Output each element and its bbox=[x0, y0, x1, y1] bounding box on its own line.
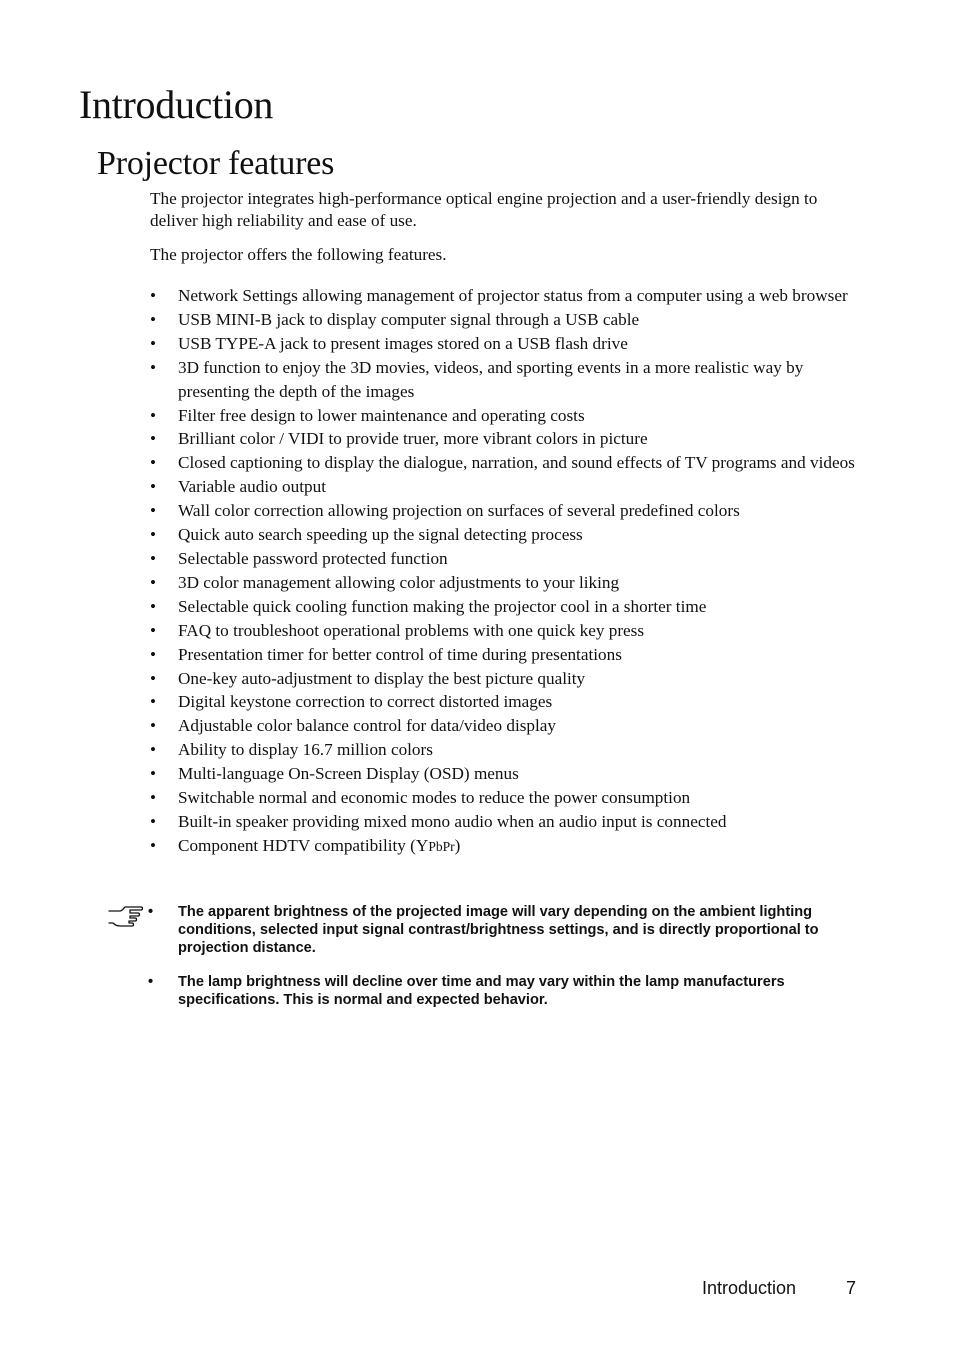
feature-text: Closed captioning to display the dialogue, narration, and sound effects of TV programs and videos bbox=[178, 453, 855, 473]
feature-item bbox=[150, 475, 862, 499]
feature-text: One-key auto-adjustment to display the best picture quality bbox=[178, 668, 586, 688]
feature-text: Brilliant color / VIDI to provide truer, more vibrant colors in picture bbox=[178, 429, 648, 449]
bullet: • bbox=[150, 525, 157, 545]
hdtv-pr: Pr bbox=[442, 838, 455, 854]
bullet: • bbox=[150, 477, 157, 497]
feature-text: Adjustable color balance control for data/video display bbox=[178, 716, 556, 736]
bullet: • bbox=[150, 405, 157, 425]
note-item bbox=[148, 973, 860, 1009]
page-heading: Introduction bbox=[79, 82, 274, 127]
feature-item bbox=[150, 690, 862, 714]
section-body bbox=[150, 188, 862, 859]
feature-item bbox=[150, 547, 862, 571]
feature-item-hdtv bbox=[150, 834, 862, 859]
feature-text: USB MINI-B jack to display computer signal through a USB cable bbox=[178, 309, 640, 329]
intro-paragraph: The projector integrates high-performance optical engine projection and a user-friendly design to deliver high reliability and ease of use. bbox=[150, 189, 818, 230]
feature-item bbox=[150, 356, 862, 404]
feature-text: Selectable password protected function bbox=[178, 548, 448, 568]
feature-text: 3D color management allowing color adjustments to your liking bbox=[178, 572, 620, 592]
bullet: • bbox=[150, 835, 157, 855]
feature-item bbox=[150, 619, 862, 643]
note-list bbox=[108, 903, 860, 1009]
note-item bbox=[148, 903, 860, 957]
feature-text: Quick auto search speeding up the signal detecting process bbox=[178, 525, 583, 545]
feature-text: USB TYPE-A jack to present images stored on a USB flash drive bbox=[178, 333, 628, 353]
feature-item bbox=[150, 308, 862, 332]
bullet: • bbox=[150, 740, 157, 760]
bullet: • bbox=[150, 716, 157, 736]
feature-text: FAQ to troubleshoot operational problems with one quick key press bbox=[178, 620, 645, 640]
feature-text: Variable audio output bbox=[178, 477, 326, 497]
feature-item bbox=[150, 427, 862, 451]
pointing-hand-icon bbox=[108, 905, 144, 927]
hdtv-text-suffix: ) bbox=[454, 835, 461, 855]
section-title: Projector features bbox=[97, 145, 335, 182]
feature-text: Wall color correction allowing projection on surfaces of several predefined colors bbox=[178, 501, 740, 521]
feature-text: Built-in speaker providing mixed mono audio when an audio input is connected bbox=[178, 811, 727, 831]
bullet: • bbox=[150, 620, 157, 640]
bullet: • bbox=[150, 548, 157, 568]
footer-section-label: Introduction bbox=[702, 1278, 797, 1298]
bullet: • bbox=[150, 453, 157, 473]
bullet: • bbox=[150, 501, 157, 521]
feature-item bbox=[150, 404, 862, 428]
bullet: • bbox=[150, 572, 157, 592]
features-intro: The projector offers the following features. bbox=[150, 245, 447, 264]
feature-item bbox=[150, 810, 862, 834]
bullet: • bbox=[150, 668, 157, 688]
feature-list bbox=[150, 284, 862, 859]
feature-text: 3D function to enjoy the 3D movies, videos, and sporting events in a more realistic way by presenting the depth of the images bbox=[178, 357, 804, 401]
bullet: • bbox=[150, 644, 157, 664]
feature-item bbox=[150, 643, 862, 667]
feature-text: Presentation timer for better control of time during presentations bbox=[178, 644, 622, 664]
feature-item bbox=[150, 738, 862, 762]
feature-item bbox=[150, 595, 862, 619]
feature-item bbox=[150, 332, 862, 356]
bullet: • bbox=[150, 764, 157, 784]
bullet: • bbox=[150, 357, 157, 377]
feature-text: Multi-language On-Screen Display (OSD) menus bbox=[178, 764, 519, 784]
bullet: • bbox=[150, 788, 157, 808]
bullet: • bbox=[150, 596, 157, 616]
bullet: • bbox=[150, 811, 157, 831]
feature-text: Ability to display 16.7 million colors bbox=[178, 740, 433, 760]
feature-text: Digital keystone correction to correct distorted images bbox=[178, 692, 553, 712]
bullet: • bbox=[150, 692, 157, 712]
feature-item bbox=[150, 786, 862, 810]
note-text: The apparent brightness of the projected image will vary depending on the ambient lighting conditions, selected input signal contrast/brightness settings, and is directly proportional to projection distance. bbox=[178, 904, 819, 956]
bullet: • bbox=[150, 286, 157, 305]
feature-item bbox=[150, 451, 862, 475]
bullet: • bbox=[148, 974, 154, 990]
bullet: • bbox=[150, 309, 157, 329]
hdtv-text-prefix: Component HDTV compatibility (Y bbox=[178, 835, 429, 855]
feature-item bbox=[150, 667, 862, 691]
footer-page-number: 7 bbox=[846, 1278, 857, 1298]
feature-item bbox=[150, 762, 862, 786]
feature-text: Filter free design to lower maintenance and operating costs bbox=[178, 405, 585, 425]
hdtv-pb: Pb bbox=[428, 838, 443, 854]
bullet: • bbox=[150, 333, 157, 353]
feature-text: Network Settings allowing management of projector status from a computer using a web browser bbox=[178, 286, 848, 305]
note-block bbox=[108, 903, 860, 1025]
feature-text: Switchable normal and economic modes to reduce the power consumption bbox=[178, 788, 691, 808]
feature-item bbox=[150, 523, 862, 547]
bullet: • bbox=[148, 904, 154, 920]
note-text: The lamp brightness will decline over time and may vary within the lamp manufacturers specifications. This is normal and expected behavior. bbox=[178, 974, 785, 1008]
feature-text: Selectable quick cooling function making the projector cool in a shorter time bbox=[178, 596, 707, 616]
feature-item bbox=[150, 714, 862, 738]
feature-item bbox=[150, 284, 862, 308]
feature-item bbox=[150, 499, 862, 523]
bullet: • bbox=[150, 429, 157, 449]
feature-item bbox=[150, 571, 862, 595]
